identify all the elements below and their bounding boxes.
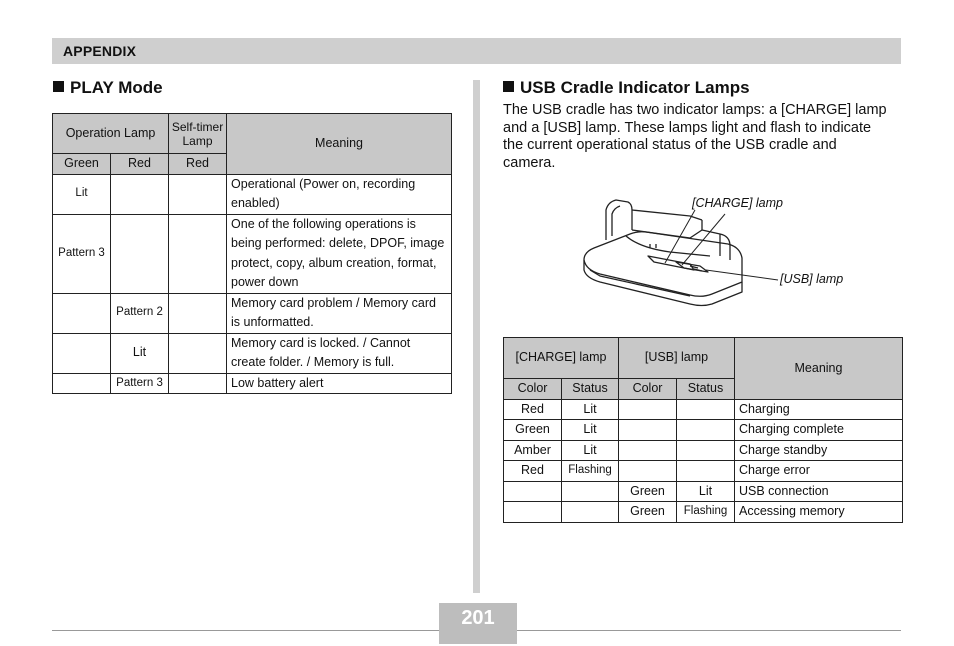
cell-charge-status: Lit bbox=[562, 420, 619, 441]
cell-red: Pattern 3 bbox=[111, 373, 169, 394]
cell-red bbox=[111, 174, 169, 214]
cell-meaning: USB connection bbox=[735, 481, 903, 502]
cell-charge-status: Lit bbox=[562, 399, 619, 420]
page-number: 201 bbox=[461, 607, 495, 629]
cell-timer-red bbox=[169, 214, 227, 293]
table-row bbox=[504, 440, 903, 461]
play-mode-table bbox=[52, 113, 452, 394]
header-color: Color bbox=[619, 379, 677, 400]
square-bullet-icon bbox=[53, 81, 64, 92]
cell-usb-color bbox=[619, 399, 677, 420]
cell-usb-status bbox=[677, 420, 735, 441]
usb-cradle-title bbox=[503, 78, 750, 98]
table-row bbox=[53, 214, 452, 293]
usb-cradle-title-text: USB Cradle Indicator Lamps bbox=[520, 78, 750, 97]
cell-usb-color bbox=[619, 420, 677, 441]
usb-cradle-description: The USB cradle has two indicator lamps: a [CHARGE] lamp and a [USB] lamp. These lamps light and flash to indicate the current operational status of the USB cradle and camera. bbox=[503, 102, 887, 171]
header-color: Color bbox=[504, 379, 562, 400]
cell-meaning: Charge error bbox=[735, 461, 903, 482]
header-timer-red: Red bbox=[169, 154, 227, 175]
table-row bbox=[53, 373, 452, 394]
cell-meaning: Low battery alert bbox=[227, 373, 452, 394]
cell-timer-red bbox=[169, 293, 227, 333]
table-row bbox=[53, 293, 452, 333]
table-row bbox=[504, 502, 903, 523]
cell-timer-red bbox=[169, 333, 227, 373]
header-green: Green bbox=[53, 154, 111, 175]
cell-red: Lit bbox=[111, 333, 169, 373]
cell-meaning: Charging bbox=[735, 399, 903, 420]
cell-red bbox=[111, 214, 169, 293]
page-number-box bbox=[439, 603, 517, 644]
table-row bbox=[504, 420, 903, 441]
cell-green bbox=[53, 293, 111, 333]
header-meaning: Meaning bbox=[735, 338, 903, 400]
header-status: Status bbox=[562, 379, 619, 400]
cell-meaning: Accessing memory bbox=[735, 502, 903, 523]
charge-lamp-label: [CHARGE] lamp bbox=[692, 196, 783, 210]
cell-charge-status bbox=[562, 481, 619, 502]
table-row bbox=[504, 481, 903, 502]
cell-timer-red bbox=[169, 373, 227, 394]
table-row bbox=[53, 333, 452, 373]
cell-green bbox=[53, 333, 111, 373]
cell-usb-color bbox=[619, 461, 677, 482]
header-operation-lamp: Operation Lamp bbox=[53, 114, 169, 154]
play-mode-title bbox=[53, 78, 163, 98]
square-bullet-icon bbox=[503, 81, 514, 92]
cell-charge-color: Red bbox=[504, 461, 562, 482]
appendix-label: APPENDIX bbox=[63, 43, 137, 59]
column-divider bbox=[473, 80, 480, 593]
header-status: Status bbox=[677, 379, 735, 400]
cell-usb-color: Green bbox=[619, 481, 677, 502]
cell-green: Lit bbox=[53, 174, 111, 214]
usb-lamp-label: [USB] lamp bbox=[780, 272, 844, 286]
header-red: Red bbox=[111, 154, 169, 175]
header-charge-lamp: [CHARGE] lamp bbox=[504, 338, 619, 379]
cell-charge-color: Green bbox=[504, 420, 562, 441]
cell-usb-status: Lit bbox=[677, 481, 735, 502]
cell-red: Pattern 2 bbox=[111, 293, 169, 333]
cell-meaning: Memory card problem / Memory card is unformatted. bbox=[227, 293, 452, 333]
cell-usb-color: Green bbox=[619, 502, 677, 523]
table-row bbox=[53, 174, 452, 214]
cell-usb-status bbox=[677, 440, 735, 461]
cell-meaning: Memory card is locked. / Cannot create folder. / Memory is full. bbox=[227, 333, 452, 373]
cell-charge-color bbox=[504, 502, 562, 523]
usb-cradle-illustration bbox=[570, 186, 910, 316]
cell-usb-status bbox=[677, 461, 735, 482]
cell-usb-status: Flashing bbox=[677, 502, 735, 523]
cell-charge-color: Amber bbox=[504, 440, 562, 461]
table-row bbox=[504, 399, 903, 420]
cell-timer-red bbox=[169, 174, 227, 214]
cell-usb-status bbox=[677, 399, 735, 420]
cell-usb-color bbox=[619, 440, 677, 461]
cell-green: Pattern 3 bbox=[53, 214, 111, 293]
cell-charge-color bbox=[504, 481, 562, 502]
table-row bbox=[504, 461, 903, 482]
header-meaning: Meaning bbox=[227, 114, 452, 175]
cell-meaning: Charge standby bbox=[735, 440, 903, 461]
appendix-header-bar bbox=[52, 38, 901, 64]
cell-charge-status: Lit bbox=[562, 440, 619, 461]
cell-meaning: Operational (Power on, recording enabled) bbox=[227, 174, 452, 214]
cell-charge-status: Flashing bbox=[562, 461, 619, 482]
cell-charge-status bbox=[562, 502, 619, 523]
header-usb-lamp: [USB] lamp bbox=[619, 338, 735, 379]
cell-charge-color: Red bbox=[504, 399, 562, 420]
play-mode-title-text: PLAY Mode bbox=[70, 78, 163, 97]
cell-green bbox=[53, 373, 111, 394]
cell-meaning: Charging complete bbox=[735, 420, 903, 441]
header-self-timer-lamp: Self-timer Lamp bbox=[169, 114, 227, 154]
usb-cradle-table bbox=[503, 337, 903, 523]
cell-meaning: One of the following operations is being performed: delete, DPOF, image protect, copy, album creation, format, power down bbox=[227, 214, 452, 293]
